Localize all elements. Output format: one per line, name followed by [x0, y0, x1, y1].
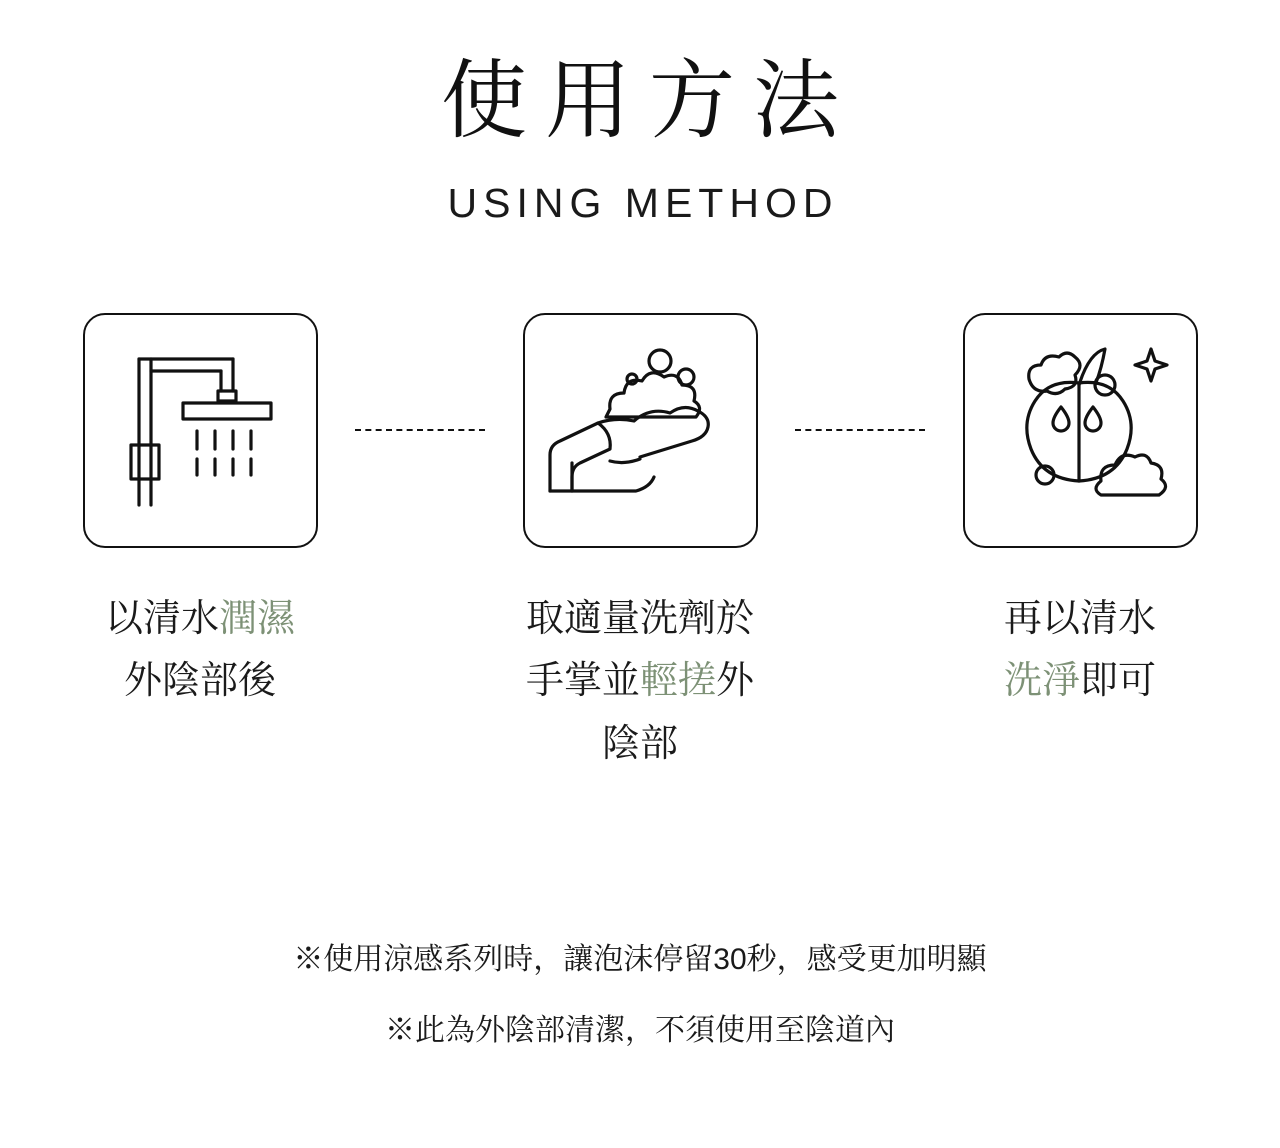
text: 外 [716, 660, 755, 703]
dashed-line [355, 429, 485, 431]
dashed-line [795, 429, 925, 431]
page-title: 使用方法 [441, 53, 857, 149]
step-1 [50, 313, 350, 713]
page-subtitle: USING METHOD [447, 179, 839, 226]
step-1-caption [35, 588, 365, 713]
step-2-caption-line1 [475, 588, 805, 651]
step-connector-2 [790, 313, 930, 548]
step-2-caption [475, 588, 805, 776]
text: 取適量洗劑於 [525, 597, 754, 640]
step-1-caption-line1 [35, 588, 365, 651]
text: 再以清水 [1003, 597, 1156, 640]
text: 外陰部後 [123, 660, 276, 703]
step-2-icon-box [523, 313, 758, 548]
rinse-clean-icon [983, 333, 1178, 528]
hand-foam-icon [540, 333, 740, 528]
step-3-caption [915, 588, 1245, 713]
step-2-caption-line2 [475, 650, 805, 713]
step-2-caption-line3: 陰部 [601, 722, 678, 765]
highlight-text: 潤濕 [219, 597, 296, 640]
note-2: ※此為外陰部清潔，不須使用至陰道內 [385, 1013, 895, 1047]
step-3-caption-line2 [915, 650, 1245, 713]
step-2 [490, 313, 790, 776]
step-3 [930, 313, 1230, 713]
shower-icon [105, 333, 295, 528]
highlight-text: 輕搓 [639, 660, 716, 703]
step-1-caption-line2 [35, 650, 365, 713]
text: 以清水 [104, 597, 219, 640]
step-1-icon-box [83, 313, 318, 548]
note-1: ※使用涼感系列時，讓泡沫停留30秒，感受更加明顯 [293, 943, 987, 976]
step-connector-1 [350, 313, 490, 548]
step-3-icon-box [963, 313, 1198, 548]
text: 手掌並 [525, 660, 640, 703]
text: 即可 [1080, 660, 1157, 703]
highlight-text: 洗淨 [1003, 660, 1080, 703]
steps-row [0, 313, 1280, 776]
notes-section [0, 940, 1280, 1081]
step-3-caption-line1 [915, 588, 1245, 651]
